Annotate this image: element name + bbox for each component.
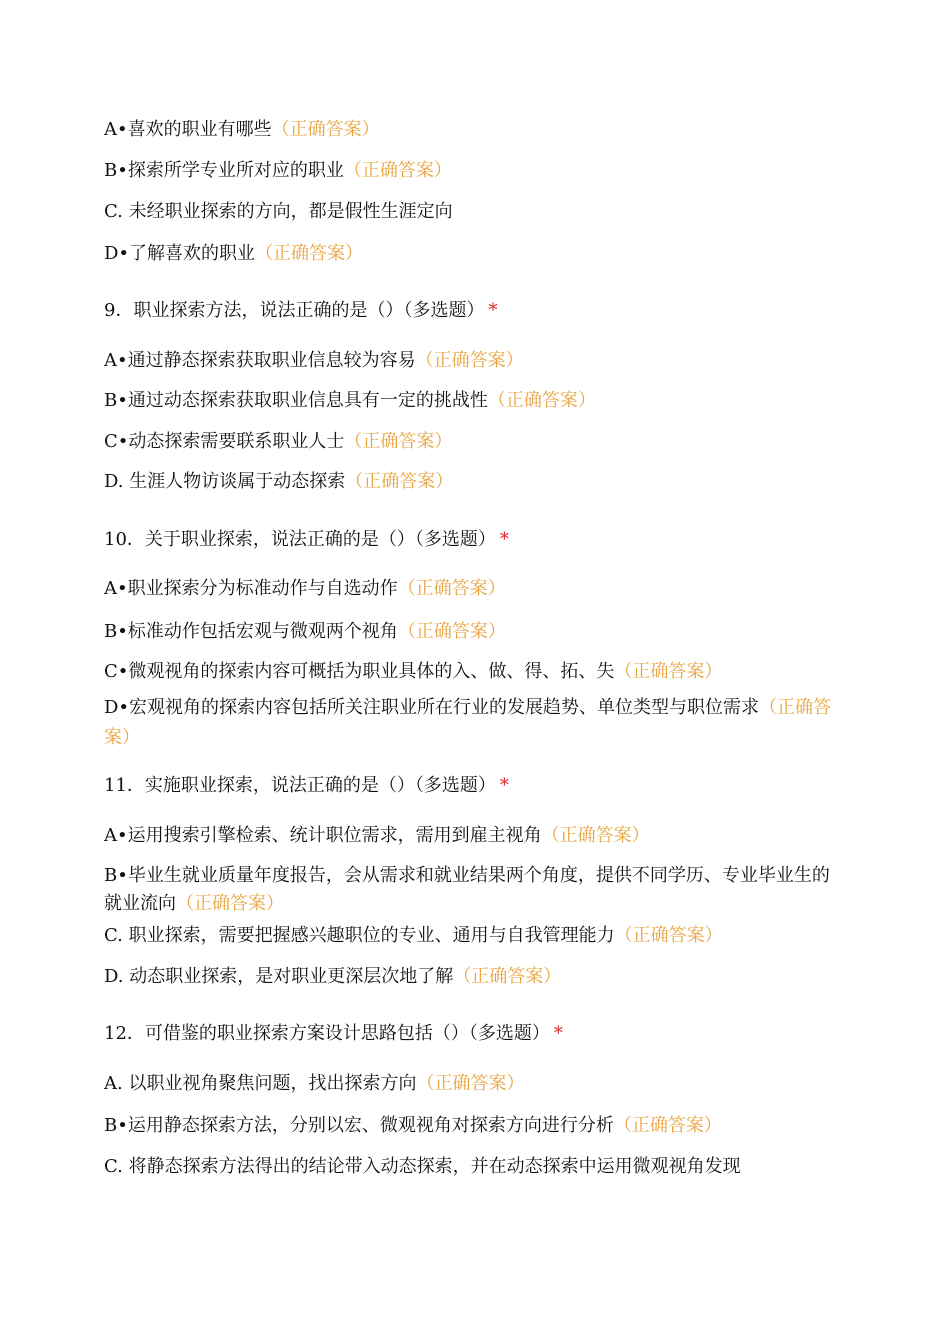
q12-option-c[interactable]	[104, 1154, 741, 1180]
question-text: 12．可借鉴的职业探索方案设计思路包括（）（多选题）	[104, 1023, 550, 1044]
q10-option-d[interactable]	[104, 693, 844, 753]
correct-answer-mark: （正确答案）	[416, 1073, 525, 1094]
correct-answer-mark: （正确答案）	[397, 621, 506, 642]
q11-option-a[interactable]	[104, 823, 650, 849]
correct-answer-mark: （正确答案）	[614, 661, 723, 682]
q9-option-b[interactable]	[104, 388, 596, 414]
q8-option-a[interactable]	[104, 117, 380, 143]
q9-option-d[interactable]	[104, 469, 453, 495]
question-text: 11．实施职业探索，说法正确的是（）（多选题）	[104, 775, 496, 796]
option-text: C. 将静态探索方法得出的结论带入动态探索，并在动态探索中运用微观视角发现	[104, 1156, 741, 1177]
option-text: A•喜欢的职业有哪些	[104, 119, 272, 140]
q8-option-d[interactable]	[104, 241, 363, 267]
correct-answer-mark: （正确答案）	[176, 893, 284, 914]
option-text: C•动态探索需要联系职业人士	[104, 431, 345, 452]
question-text: 9．职业探索方法，说法正确的是（）（多选题）	[104, 300, 485, 321]
correct-answer-mark: （正确答案）	[255, 243, 364, 264]
question-text: 10．关于职业探索，说法正确的是（）（多选题）	[104, 529, 496, 550]
q12-option-b[interactable]	[104, 1113, 722, 1139]
required-mark: *	[553, 1023, 563, 1044]
option-text: C•微观视角的探索内容可概括为职业具体的入、做、得、拓、失	[104, 661, 615, 682]
option-text: A•运用搜索引擎检索、统计职位需求，需用到雇主视角	[104, 825, 542, 846]
q10-option-c[interactable]	[104, 659, 722, 685]
option-text: B•探索所学专业所对应的职业	[104, 160, 344, 181]
option-text: B•标准动作包括宏观与微观两个视角	[104, 621, 398, 642]
correct-answer-mark: （正确答案）	[104, 697, 832, 748]
q8-option-c[interactable]	[104, 199, 453, 225]
q8-option-b[interactable]	[104, 158, 452, 184]
option-text: A•职业探索分为标准动作与自选动作	[104, 578, 398, 599]
q9-option-a[interactable]	[104, 348, 524, 374]
q11-option-d[interactable]	[104, 964, 561, 990]
correct-answer-mark: （正确答案）	[613, 1115, 722, 1136]
option-text: C. 职业探索，需要把握感兴趣职位的专业、通用与自我管理能力	[104, 925, 615, 946]
q9-option-c[interactable]	[104, 429, 452, 455]
required-mark: *	[499, 775, 509, 796]
correct-answer-mark: （正确答案）	[343, 160, 452, 181]
q10-option-b[interactable]	[104, 619, 506, 645]
q10-title	[104, 527, 509, 553]
q11-option-b[interactable]	[104, 862, 844, 918]
option-text: A•通过静态探索获取职业信息较为容易	[104, 350, 416, 371]
option-text: B•运用静态探索方法，分别以宏、微观视角对探索方向进行分析	[104, 1115, 614, 1136]
required-mark: *	[499, 529, 509, 550]
correct-answer-mark: （正确答案）	[453, 966, 562, 987]
option-text: C. 未经职业探索的方向，都是假性生涯定向	[104, 201, 453, 222]
correct-answer-mark: （正确答案）	[271, 119, 380, 140]
q12-title	[104, 1021, 563, 1047]
q12-option-a[interactable]	[104, 1071, 524, 1097]
q9-title	[104, 298, 497, 324]
option-text: B•通过动态探索获取职业信息具有一定的挑战性	[104, 390, 488, 411]
required-mark: *	[488, 300, 498, 321]
q10-option-a[interactable]	[104, 576, 506, 602]
option-text: D•宏观视角的探索内容包括所关注职业所在行业的发展趋势、单位类型与职位需求	[104, 697, 760, 718]
q11-option-c[interactable]	[104, 923, 723, 949]
q11-title	[104, 773, 509, 799]
correct-answer-mark: （正确答案）	[487, 390, 596, 411]
correct-answer-mark: （正确答案）	[541, 825, 650, 846]
option-text: D•了解喜欢的职业	[104, 243, 256, 264]
option-text: B•毕业生就业质量年度报告，会从需求和就业结果两个角度，提供不同学历、专业毕业生的就业流向	[104, 865, 830, 914]
correct-answer-mark: （正确答案）	[614, 925, 723, 946]
correct-answer-mark: （正确答案）	[415, 350, 524, 371]
correct-answer-mark: （正确答案）	[344, 431, 453, 452]
correct-answer-mark: （正确答案）	[397, 578, 506, 599]
option-text: D. 生涯人物访谈属于动态探索	[104, 471, 346, 492]
option-text: D. 动态职业探索，是对职业更深层次地了解	[104, 966, 454, 987]
correct-answer-mark: （正确答案）	[345, 471, 454, 492]
option-text: A. 以职业视角聚焦问题，找出探索方向	[104, 1073, 417, 1094]
